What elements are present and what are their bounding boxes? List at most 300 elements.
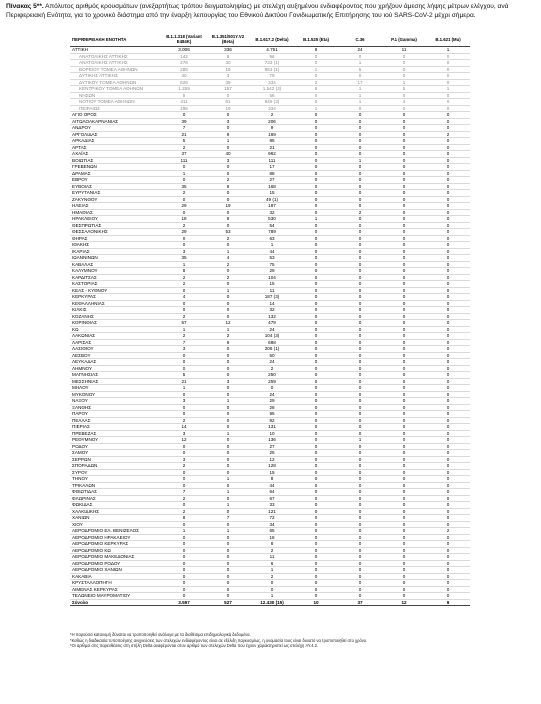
count-cell: 121 [250,508,294,515]
count-cell: 1 [250,593,294,600]
count-cell: 0 [426,495,470,502]
count-cell: 111 [250,157,294,164]
count-cell: 0 [338,313,382,320]
count-cell: 2 [206,177,250,184]
count-cell: 0 [382,287,426,294]
count-cell: 8 [162,515,206,522]
count-cell: 206 [250,118,294,125]
count-cell: 24 [250,391,294,398]
count-cell: 0 [206,222,250,229]
header-gamma: P.1 (Gamma) [382,34,426,47]
count-cell: 0 [294,456,338,463]
count-cell: 0 [162,586,206,593]
region-name: ΛΑΣΙΘΙΟΥ [70,346,162,353]
total-cell: 527 [206,599,250,606]
region-name: ΚΕΡΚΥΡΑΣ [70,294,162,301]
count-cell: 0 [426,196,470,203]
variants-table [70,34,470,606]
count-cell: 0 [206,417,250,424]
count-cell: 0 [426,515,470,522]
count-cell: 0 [426,307,470,314]
count-cell: 0 [426,287,470,294]
count-cell: 2 [294,79,338,86]
count-cell: 5 [162,92,206,99]
count-cell: 67 [250,495,294,502]
count-cell: 7 [162,489,206,496]
count-cell: 169 [250,131,294,138]
count-cell: 0 [382,125,426,132]
region-name: ΚΑΚΑΒΙΑ [70,573,162,580]
count-cell: 0 [250,580,294,587]
count-cell: 128 [250,463,294,470]
count-cell: 187 (3) [250,294,294,301]
count-cell: 0 [426,391,470,398]
count-cell: 0 [426,255,470,262]
region-name: ΚΑΣΤΟΡΙΑΣ [70,281,162,288]
count-cell: 0 [162,164,206,171]
count-cell: 0 [294,541,338,548]
count-cell: 0 [426,456,470,463]
count-cell: 18 [162,216,206,223]
count-cell: 0 [294,151,338,158]
count-cell: 0 [294,404,338,411]
count-cell: 0 [206,313,250,320]
count-cell: 0 [426,281,470,288]
count-cell: 0 [338,53,382,60]
count-cell: 0 [338,547,382,554]
count-cell: 2 [250,547,294,554]
region-name: ΠΡΕΒΕΖΑΣ [70,430,162,437]
count-cell: 0 [382,554,426,561]
region-name: ΑΕΡΟΔΡΟΜΙΟ ΡΟΔΟΥ [70,560,162,567]
count-cell: 1 [338,92,382,99]
count-cell: 0 [338,125,382,132]
count-cell: 0 [382,307,426,314]
count-cell: 15 [250,190,294,197]
count-cell: 0 [206,365,250,372]
header-eta: B.1.525 (Eta) [294,34,338,47]
count-cell: 0 [206,294,250,301]
count-cell: 0 [338,190,382,197]
count-cell: 0 [162,521,206,528]
count-cell: 853 (1) [250,66,294,73]
header-delta: B.1.617.2 (Delta) [250,34,294,47]
count-cell: 0 [206,450,250,457]
count-cell: 27 [250,177,294,184]
region-name: ΑΕΡΟΔΡΟΜΙΟ ΧΑΝΙΩΝ [70,567,162,574]
count-cell: 0 [294,203,338,210]
count-cell: 85 [250,138,294,145]
count-cell: 132 [250,313,294,320]
count-cell: 0 [206,554,250,561]
count-cell: 2 [162,417,206,424]
count-cell: 2 [162,495,206,502]
count-cell: 0 [162,469,206,476]
count-cell: 0 [426,73,470,80]
count-cell: 1 [206,476,250,483]
count-cell: 0 [294,248,338,255]
region-name: ΕΥΒΟΙΑΣ [70,183,162,190]
count-cell: 0 [294,398,338,405]
count-cell: 0 [382,372,426,379]
count-cell: 0 [162,573,206,580]
count-cell: 0 [426,170,470,177]
count-cell: 0 [338,365,382,372]
count-cell: 0 [382,170,426,177]
count-cell: 1 [338,60,382,67]
region-name: ΑΕΡΟΔΡΟΜΙΟ ΕΛ. ΒΕΝΙΖΕΛΟΣ [70,528,162,535]
count-cell: 0 [294,346,338,353]
region-name: ΗΡΑΚΛΕΙΟΥ [70,216,162,223]
header-mu: B.1.621 (Mu) [426,34,470,47]
region-name: ΘΕΣΠΡΩΤΙΑΣ [70,222,162,229]
count-cell: 0 [382,268,426,275]
count-cell: 104 (3) [250,333,294,340]
count-cell: 0 [426,248,470,255]
count-cell: 789 [250,229,294,236]
count-cell: 37 [162,151,206,158]
count-cell: 0 [294,300,338,307]
count-cell: 2 [162,144,206,151]
count-cell: 0 [206,190,250,197]
count-cell: 44 [250,482,294,489]
count-cell: 0 [162,112,206,119]
region-name: ΣΥΡΟΥ [70,469,162,476]
count-cell: 0 [382,508,426,515]
region-name: ΧΙΟΥ [70,521,162,528]
count-cell: 1 [250,567,294,574]
region-name: ΑΝΑΤΟΛΙΚΗΣ ΑΤΤΙΚΗΣ [70,60,162,67]
table-header-row [70,34,470,47]
count-cell: 0 [426,378,470,385]
count-cell: 0 [294,365,338,372]
count-cell: 0 [338,242,382,249]
count-cell: 0 [294,60,338,67]
count-cell: 0 [338,554,382,561]
count-cell: 7 [162,125,206,132]
count-cell: 3 [162,430,206,437]
count-cell: 0 [382,417,426,424]
count-cell: 0 [338,333,382,340]
count-cell: 0 [294,515,338,522]
count-cell: 0 [294,352,338,359]
count-cell: 1 [338,99,382,106]
count-cell: 334 [250,105,294,112]
count-cell: 0 [338,528,382,535]
count-cell: 19 [206,66,250,73]
count-cell: 0 [426,274,470,281]
total-cell: 10 [294,599,338,606]
count-cell: 0 [294,560,338,567]
total-row [70,599,470,606]
count-cell: 32 [250,209,294,216]
count-cell: 2 [162,463,206,470]
count-cell: 0 [382,346,426,353]
count-cell: 0 [426,300,470,307]
count-cell: 1 [426,86,470,93]
count-cell: 0 [294,567,338,574]
count-cell: 131 [250,424,294,431]
count-cell: 157 [206,86,250,93]
count-cell: 12 [162,437,206,444]
region-name: ΡΟΔΟΥ [70,443,162,450]
count-cell: 0 [338,229,382,236]
count-cell: 0 [426,443,470,450]
count-cell: 0 [294,294,338,301]
count-cell: 688 [250,339,294,346]
region-name: ΜΥΚΟΝΟΥ [70,391,162,398]
count-cell: 0 [338,359,382,366]
count-cell: 0 [294,391,338,398]
region-name: ΘΕΣΣΑΛΟΝΙΚΗΣ [70,229,162,236]
count-cell: 0 [294,170,338,177]
count-cell: 0 [426,99,470,106]
region-name: ΞΑΝΘΗΣ [70,404,162,411]
count-cell: 0 [294,580,338,587]
count-cell: 0 [426,502,470,509]
region-name: ΛΗΜΝΟΥ [70,365,162,372]
count-cell: 0 [338,476,382,483]
count-cell: 0 [206,560,250,567]
region-name: ΑΤΤΙΚΗ [70,47,162,54]
count-cell: 0 [382,157,426,164]
count-cell: 0 [382,196,426,203]
region-name: ΛΕΣΒΟΥ [70,352,162,359]
count-cell: 5 [338,66,382,73]
count-cell: 2 [162,333,206,340]
count-cell: 4 [206,255,250,262]
count-cell: 276 [162,60,206,67]
count-cell: 0 [338,398,382,405]
count-cell: 0 [382,320,426,327]
count-cell: 0 [426,346,470,353]
count-cell: 0 [426,151,470,158]
count-cell: 0 [162,359,206,366]
region-name: ΛΑΚΩΝΙΑΣ [70,333,162,340]
count-cell: 0 [162,352,206,359]
count-cell: 0 [338,424,382,431]
region-name: ΘΗΡΑΣ [70,235,162,242]
count-cell: 0 [382,515,426,522]
count-cell: 0 [382,274,426,281]
count-cell: 0 [294,554,338,561]
region-name: ΣΑΜΟΥ [70,450,162,457]
count-cell: 2 [426,528,470,535]
count-cell: 0 [338,151,382,158]
count-cell: 0 [338,307,382,314]
count-cell: 530 [250,216,294,223]
region-name: ΦΛΩΡΙΝΑΣ [70,495,162,502]
count-cell: 8 [250,476,294,483]
count-cell: 0 [338,404,382,411]
count-cell: 0 [294,222,338,229]
count-cell: 1 [382,79,426,86]
count-cell: 0 [426,105,470,112]
region-name: ΚΕΦΑΛΛΗΝΙΑΣ [70,300,162,307]
count-cell: 0 [426,398,470,405]
count-cell: 53 [206,229,250,236]
count-cell: 9 [206,131,250,138]
count-cell: 3 [162,248,206,255]
count-cell: 0 [426,567,470,574]
count-cell: 0 [294,333,338,340]
count-cell: 0 [426,242,470,249]
count-cell: 0 [382,580,426,587]
count-cell: 0 [294,495,338,502]
count-cell: 0 [426,560,470,567]
count-cell: 0 [382,177,426,184]
count-cell: 0 [382,476,426,483]
count-cell: 0 [162,196,206,203]
footnote: *Η παρούσα κατανομή δύναται να τροποποιηθεί ανάλογα με τα διαθέσιμα επιδημιολογικά δεδομένα. [70,632,251,637]
count-cell: 1 [338,437,382,444]
region-name: ΑΕΡΟΔΡΟΜΙΟ ΗΡΑΚΛΕΙΟΥ [70,534,162,541]
count-cell: 0 [382,105,426,112]
count-cell: 0 [338,203,382,210]
count-cell: 6 [294,86,338,93]
count-cell: 0 [294,131,338,138]
region-name: ΚΙΛΚΙΣ [70,307,162,314]
count-cell: 0 [382,203,426,210]
count-cell: 0 [206,92,250,99]
count-cell: 2 [162,313,206,320]
count-cell: 0 [426,164,470,171]
count-cell: 0 [206,352,250,359]
region-name: ΙΘΑΚΗΣ [70,242,162,249]
count-cell: 0 [338,489,382,496]
count-cell: 0 [206,586,250,593]
count-cell: 1 [162,261,206,268]
count-cell: 0 [382,456,426,463]
region-name: ΗΜΑΘΙΑΣ [70,209,162,216]
count-cell: 21 [162,131,206,138]
region-name: ΓΡΕΒΕΝΩΝ [70,164,162,171]
count-cell: 7 [162,339,206,346]
count-cell: 0 [294,53,338,60]
region-name: ΝΗΣΩΝ [70,92,162,99]
region-name: ΠΕΛΛΑΣ [70,417,162,424]
footnote: *Οι αριθμοί στις παρενθέσεις στη στήλη Delta αναφέρονται στον αριθμό των στελεχών Delta που έχουν χαρακτηριστεί ως στελέχη AY.4.2. [70,643,319,649]
count-cell: 0 [426,586,470,593]
count-cell: 0 [294,443,338,450]
count-cell: 0 [294,138,338,145]
count-cell: 1 [206,528,250,535]
count-cell: 0 [206,196,250,203]
count-cell: 0 [206,112,250,119]
count-cell: 0 [426,508,470,515]
count-cell: 0 [382,482,426,489]
region-name: ΑΡΚΑΔΙΑΣ [70,138,162,145]
count-cell: 8 [162,268,206,275]
region-name: ΚΕΑΣ - ΚΥΘΝΟΥ [70,287,162,294]
count-cell: 0 [426,190,470,197]
count-cell: 19 [206,203,250,210]
count-cell: 259 [250,378,294,385]
count-cell: 0 [426,469,470,476]
caption-title: Πίνακας 5**. [6,3,44,10]
count-cell: 0 [294,424,338,431]
count-cell: 5 [162,138,206,145]
count-cell: 0 [382,541,426,548]
count-cell: 0 [338,417,382,424]
count-cell: 44 [250,248,294,255]
count-cell: 479 [250,320,294,327]
count-cell: 0 [294,528,338,535]
region-name: ΚΑΡΔΙΤΣΑΣ [70,274,162,281]
count-cell: 0 [426,482,470,489]
count-cell: 0 [426,53,470,60]
region-name: ΛΙΜΕΝΑΣ ΚΕΡΚΥΡΑΣ [70,586,162,593]
count-cell: 3 [162,456,206,463]
count-cell: 0 [426,222,470,229]
count-cell: 845 (3) [250,99,294,106]
count-cell: 0 [206,411,250,418]
count-cell: 0 [206,573,250,580]
count-cell: 0 [338,352,382,359]
count-cell: 0 [162,502,206,509]
count-cell: 0 [426,573,470,580]
region-name: ΤΗΝΟΥ [70,476,162,483]
count-cell: 0 [426,417,470,424]
count-cell: 0 [338,255,382,262]
region-name: ΧΑΝΙΩΝ [70,515,162,522]
count-cell: 1 [206,138,250,145]
count-cell: 0 [338,216,382,223]
count-cell: 29 [162,203,206,210]
count-cell: 0 [382,300,426,307]
count-cell: 8 [250,541,294,548]
region-name: ΧΑΛΚΙΔΙΚΗΣ [70,508,162,515]
count-cell: 0 [426,216,470,223]
count-cell: 411 [162,99,206,106]
count-cell: 142 [162,53,206,60]
count-cell: 0 [294,242,338,249]
count-cell: 0 [382,66,426,73]
count-cell: 29 [250,268,294,275]
count-cell: 7 [206,515,250,522]
count-cell: 0 [426,112,470,119]
count-cell: 0 [162,541,206,548]
count-cell: 0 [426,79,470,86]
count-cell: 33 [250,502,294,509]
region-name: ΚΑΒΑΛΑΣ [70,261,162,268]
count-cell: 0 [338,541,382,548]
region-name: ΑΕΡΟΔΡΟΜΙΟ ΚΕΡΚΥΡΑΣ [70,541,162,548]
count-cell: 29 [162,229,206,236]
header-region: ΠΕΡΙΦΕΡΕΙΑΚΗ ΕΝΟΤΗΤΑ [70,34,162,47]
count-cell: 0 [294,385,338,392]
count-cell: 0 [382,53,426,60]
count-cell: 0 [426,430,470,437]
count-cell: 72 [250,515,294,522]
count-cell: 28 [250,404,294,411]
count-cell: 0 [338,105,382,112]
region-name: ΤΡΙΚΑΛΩΝ [70,482,162,489]
region-name: ΚΡΥΣΤΑΛΛΟΠΗΓΗ [70,580,162,587]
count-cell: 0 [206,209,250,216]
count-cell: 0 [294,593,338,600]
count-cell: 0 [338,144,382,151]
count-cell: 0 [382,489,426,496]
count-cell: 0 [382,229,426,236]
count-cell: 288 [162,66,206,73]
count-cell: 1 [206,430,250,437]
count-cell: 0 [338,573,382,580]
count-cell: 0 [338,326,382,333]
count-cell: 61 [206,99,250,106]
count-cell: 49 (1) [250,196,294,203]
count-cell: 0 [426,489,470,496]
